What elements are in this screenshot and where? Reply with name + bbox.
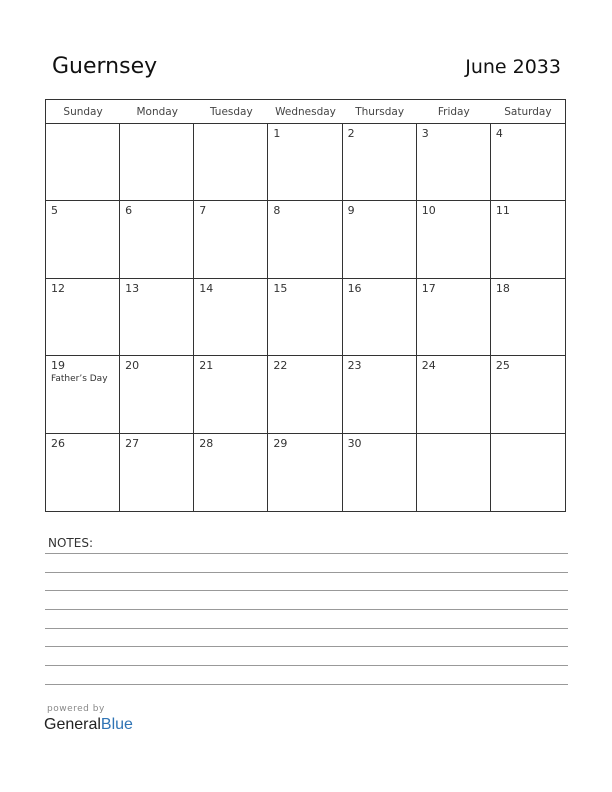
day-cell	[268, 279, 342, 356]
day-cell	[417, 279, 491, 356]
day-cell	[417, 356, 491, 433]
day-cell	[46, 279, 120, 356]
note-line	[45, 572, 568, 573]
day-number: 21	[199, 359, 214, 373]
day-number: 29	[273, 436, 288, 450]
generalblue-logo[interactable]	[44, 716, 133, 734]
notes-label: NOTES:	[48, 536, 93, 550]
day-cell	[343, 124, 417, 201]
note-line	[45, 665, 568, 666]
day-cell	[194, 201, 268, 278]
weekday-header-row	[46, 100, 565, 124]
day-number: 13	[125, 281, 140, 295]
day-number: 20	[125, 359, 140, 373]
day-number: 17	[421, 281, 436, 295]
note-line	[45, 590, 568, 591]
weekday-header-thursday: Thursday	[355, 106, 405, 118]
day-cell	[268, 356, 342, 433]
day-cell	[268, 124, 342, 201]
day-number: 25	[495, 359, 510, 373]
day-cell	[120, 124, 194, 201]
day-number: 23	[347, 359, 362, 373]
note-line	[45, 553, 568, 554]
day-cell	[491, 201, 565, 278]
day-number: 27	[125, 436, 140, 450]
day-cell	[120, 201, 194, 278]
day-number: 1	[273, 127, 281, 140]
day-cell	[343, 201, 417, 278]
holiday-label: Father’s Day	[51, 374, 108, 385]
day-number: 6	[125, 204, 133, 218]
day-cell	[46, 124, 120, 201]
day-number: 2	[347, 127, 355, 140]
note-line	[45, 628, 568, 629]
calendar-title-country: Guernsey	[52, 54, 158, 79]
day-number: 3	[421, 127, 429, 140]
day-cell	[343, 279, 417, 356]
day-cell	[491, 356, 565, 433]
day-cell	[417, 124, 491, 201]
day-cells-grid	[46, 124, 565, 511]
weekday-header-saturday: Saturday	[504, 106, 552, 118]
day-number: 16	[347, 281, 362, 295]
day-number: 15	[273, 281, 288, 295]
day-cell	[120, 434, 194, 511]
day-cell	[491, 279, 565, 356]
day-cell	[194, 124, 268, 201]
day-cell	[417, 434, 491, 511]
powered-by-text: powered by	[47, 704, 105, 714]
day-number: 8	[273, 204, 281, 218]
weekday-header-tuesday: Tuesday	[209, 106, 253, 118]
day-cell	[268, 201, 342, 278]
day-cell	[491, 124, 565, 201]
day-cell	[343, 434, 417, 511]
day-number: 9	[347, 204, 355, 218]
day-number: 18	[495, 281, 510, 295]
day-cell	[194, 434, 268, 511]
day-cell	[120, 356, 194, 433]
weekday-header-wednesday: Wednesday	[275, 106, 336, 118]
day-number: 12	[51, 281, 65, 295]
day-cell	[46, 201, 120, 278]
day-number: 24	[421, 359, 436, 373]
day-number: 30	[347, 436, 362, 450]
calendar-grid	[45, 99, 566, 512]
day-number: 22	[273, 359, 288, 373]
day-cell	[194, 356, 268, 433]
note-line	[45, 684, 568, 685]
day-number: 11	[495, 204, 510, 218]
day-cell	[343, 356, 417, 433]
day-number: 7	[199, 204, 207, 218]
weekday-header-monday: Monday	[136, 106, 178, 118]
brand-part-blue: Blue	[100, 716, 133, 733]
day-number: 26	[51, 436, 65, 450]
weekday-header-sunday: Sunday	[63, 106, 103, 118]
note-line	[45, 609, 568, 610]
day-cell	[268, 434, 342, 511]
day-number: 28	[199, 436, 214, 450]
day-cell	[491, 434, 565, 511]
day-number: 19	[51, 359, 65, 373]
day-number: 5	[51, 204, 58, 218]
day-cell	[120, 279, 194, 356]
day-number: 4	[495, 127, 503, 140]
day-cell	[46, 434, 120, 511]
note-line	[45, 646, 568, 647]
brand-part-general: General	[44, 716, 101, 733]
weekday-header-friday: Friday	[437, 106, 470, 118]
calendar-title-month: June 2033	[465, 56, 561, 78]
day-number: 14	[199, 281, 214, 295]
day-cell	[194, 279, 268, 356]
day-number: 10	[421, 204, 436, 218]
day-cell	[46, 356, 120, 433]
day-cell	[417, 201, 491, 278]
